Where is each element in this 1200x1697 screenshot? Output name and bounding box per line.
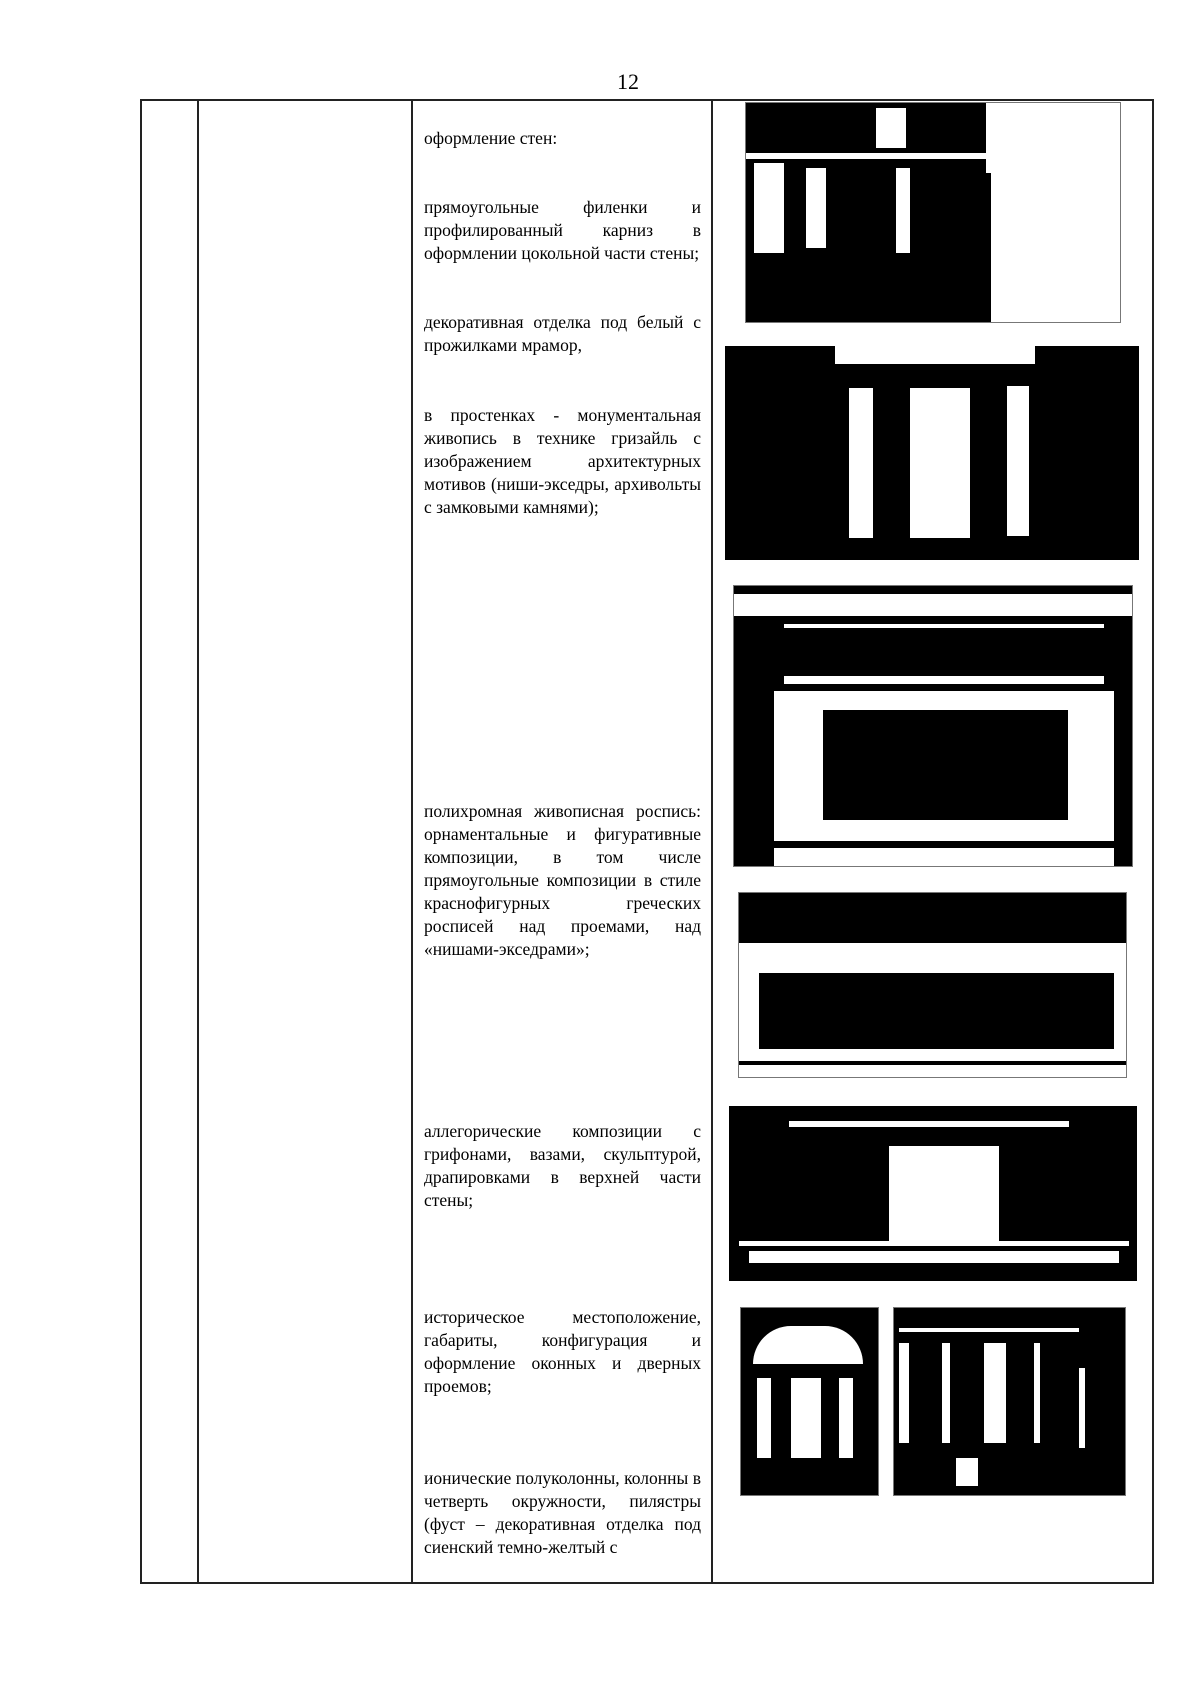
grisaille-columns-photo bbox=[725, 346, 1139, 560]
red-figure-panel-photo bbox=[738, 892, 1127, 1078]
polychrome-description: полихромная живописная роспись: орнаментальные и фигуративные композиции, в том числе прямоугольные композиции в стиле краснофигурных греческих росписей над проемами, над «нишами-экседрами»; bbox=[424, 801, 701, 959]
walls-heading: оформление стен: bbox=[424, 128, 558, 148]
columned-hall-photo bbox=[893, 1307, 1126, 1496]
openings-description: историческое местоположение, габариты, конфигурация и оформление оконных и дверных проемов; bbox=[424, 1307, 701, 1396]
panels-description: прямоугольные филенки и профилированный карниз в оформлении цокольной части стены; bbox=[424, 197, 701, 263]
column-divider-2 bbox=[411, 101, 413, 1582]
allegorical-arch-photo bbox=[729, 1106, 1137, 1281]
grisaille-description: в простенках - монументальная живопись в технике гризайль с изображением архитектурных мотивов (ниши-экседры, архивольты с замковыми камнями); bbox=[424, 405, 701, 517]
wall-plinth-panels-photo bbox=[745, 102, 1121, 323]
page-number: 12 bbox=[617, 69, 639, 94]
allegorical-description: аллегорические композиции с грифонами, вазами, скульптурой, драпировками в верхней части стены; bbox=[424, 1121, 701, 1210]
ionic-description: ионические полуколонны, колонны в четверть окружности, пилястры (фуст – декоративная отделка под сиенский темно-желтый с bbox=[424, 1468, 701, 1557]
meander-frieze-panel-photo bbox=[733, 585, 1133, 867]
marble-description: декоративная отделка под белый с прожилками мрамор, bbox=[424, 312, 701, 355]
arched-window-photo bbox=[740, 1307, 879, 1496]
column-divider-1 bbox=[197, 101, 199, 1582]
column-divider-3 bbox=[711, 101, 713, 1582]
